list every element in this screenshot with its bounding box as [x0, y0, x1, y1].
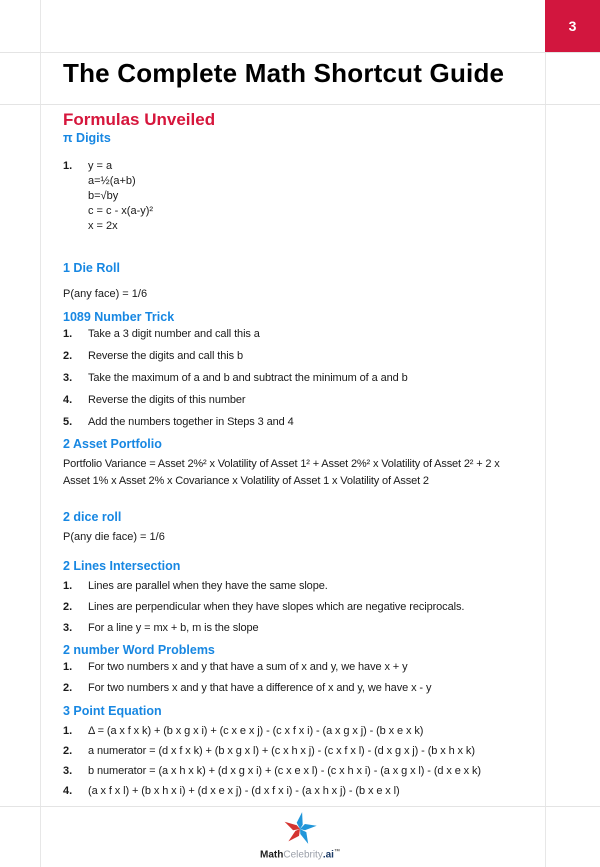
list-item-text: For a line y = mx + b, m is the slope	[88, 622, 259, 634]
formula-line: a=½(a+b)	[88, 175, 136, 187]
list-item-text: Δ = (a x f x k) + (b x g x i) + (c x e x j) - (c x f x i) - (a x g x j) - (b x e x k)	[88, 725, 424, 737]
list-item-text: a numerator = (d x f x k) + (b x g x l) + (c x h x j) - (c x f x l) - (d x g x j) - (b x h x k)	[88, 745, 475, 757]
list-item-text: Take the maximum of a and b and subtract the minimum of a and b	[88, 372, 408, 384]
list-item-text: Reverse the digits and call this b	[88, 350, 243, 362]
formula-line: y = a	[88, 160, 113, 172]
brand-wordmark	[0, 849, 600, 860]
left-margin-rule	[40, 0, 41, 867]
list-item-number: 1.	[63, 328, 73, 340]
list-item	[63, 621, 532, 636]
list-item-number: 3.	[63, 765, 73, 777]
brand-celebrity: Celebrity	[283, 849, 323, 861]
right-margin-rule	[545, 0, 546, 867]
list-item-number: 1.	[63, 725, 73, 737]
list-item-text: Take a 3 digit number and call this a	[88, 328, 260, 340]
document-body	[63, 104, 532, 804]
list-item-number: 3.	[63, 622, 73, 634]
footer	[0, 810, 600, 860]
numbered-list	[63, 579, 532, 636]
formula-line: b=√by	[88, 190, 119, 202]
section-heading-point-equation: 3 Point Equation	[63, 704, 162, 718]
section-text: P(any face) = 1/6	[63, 288, 148, 300]
brand-ai: .ai	[322, 849, 334, 861]
list-item	[63, 579, 532, 594]
section-heading-word-problems: 2 number Word Problems	[63, 643, 215, 657]
list-item-number: 1.	[63, 661, 73, 673]
list-item	[63, 371, 532, 386]
numbered-list	[63, 724, 532, 799]
section-text: P(any die face) = 1/6	[63, 531, 165, 543]
list-item	[63, 784, 532, 799]
list-item	[63, 660, 532, 675]
list-item-number: 1.	[63, 580, 73, 592]
list-item-text: Reverse the digits of this number	[88, 394, 246, 406]
formula-lines	[88, 159, 153, 234]
list-item-number: 2.	[63, 682, 73, 694]
list-item	[63, 349, 532, 364]
section-heading-pi-digits: π Digits	[63, 131, 111, 145]
header-top-rule	[0, 52, 600, 53]
section-heading-lines-intersection: 2 Lines Intersection	[63, 559, 181, 573]
list-item	[63, 393, 532, 408]
page-number: 3	[568, 18, 577, 34]
footer-rule	[0, 806, 600, 807]
list-item-number: 4.	[63, 785, 73, 797]
list-item	[63, 600, 532, 615]
paragraph-line: Asset 1% x Asset 2% x Covariance x Volatility of Asset 1 x Volatility of Asset 2	[63, 475, 429, 487]
formula-line: c = c - x(a-y)²	[88, 205, 154, 217]
list-item-number: 4.	[63, 394, 73, 406]
section-heading-number-trick: 1089 Number Trick	[63, 310, 175, 324]
list-item-number: 5.	[63, 416, 73, 428]
list-item-text: For two numbers x and y that have a sum of x and y, we have x + y	[88, 661, 408, 673]
list-item	[63, 744, 532, 759]
brand-trademark: ™	[333, 849, 340, 855]
list-item	[63, 724, 532, 739]
page-number-badge	[545, 0, 600, 52]
section-paragraph	[63, 456, 532, 490]
list-item	[63, 159, 532, 234]
list-item-text: b numerator = (a x h x k) + (d x g x i) + (c x e x l) - (c x h x i) - (a x g x l) - (d x e x k)	[88, 765, 481, 777]
paragraph-line: Portfolio Variance = Asset 2%² x Volatility of Asset 1² + Asset 2%² x Volatility of Asset 2² + 2 x	[63, 458, 500, 470]
section-heading-asset-portfolio: 2 Asset Portfolio	[63, 437, 162, 451]
list-item-text: Add the numbers together in Steps 3 and 4	[88, 416, 294, 428]
numbered-list	[63, 327, 532, 430]
list-item-number: 2.	[63, 350, 73, 362]
list-item-number: 3.	[63, 372, 73, 384]
list-item-number: 2.	[63, 745, 73, 757]
page-title: The Complete Math Shortcut Guide	[63, 58, 505, 88]
formula-line: x = 2x	[88, 220, 118, 232]
list-item	[63, 415, 532, 430]
list-item-number: 1.	[63, 160, 73, 172]
list-item	[63, 327, 532, 342]
list-item-number: 2.	[63, 601, 73, 613]
section-heading-die-roll: 1 Die Roll	[63, 261, 120, 275]
list-item	[63, 764, 532, 779]
mathcelebrity-star-icon	[0, 810, 600, 848]
list-item-text: Lines are perpendicular when they have slopes which are negative reciprocals.	[88, 601, 465, 613]
list-item-text: Lines are parallel when they have the same slope.	[88, 580, 328, 592]
list-item	[63, 681, 532, 696]
section-heading-dice-roll: 2 dice roll	[63, 510, 122, 524]
numbered-list	[63, 660, 532, 696]
brand-math: Math	[260, 849, 284, 861]
list-item-text: (a x f x l) + (b x h x i) + (d x e x j) - (d x f x i) - (a x h x j) - (b x e x l)	[88, 785, 400, 797]
main-heading: Formulas Unveiled	[63, 110, 216, 129]
list-item-text: For two numbers x and y that have a difference of x and y, we have x - y	[88, 682, 432, 694]
